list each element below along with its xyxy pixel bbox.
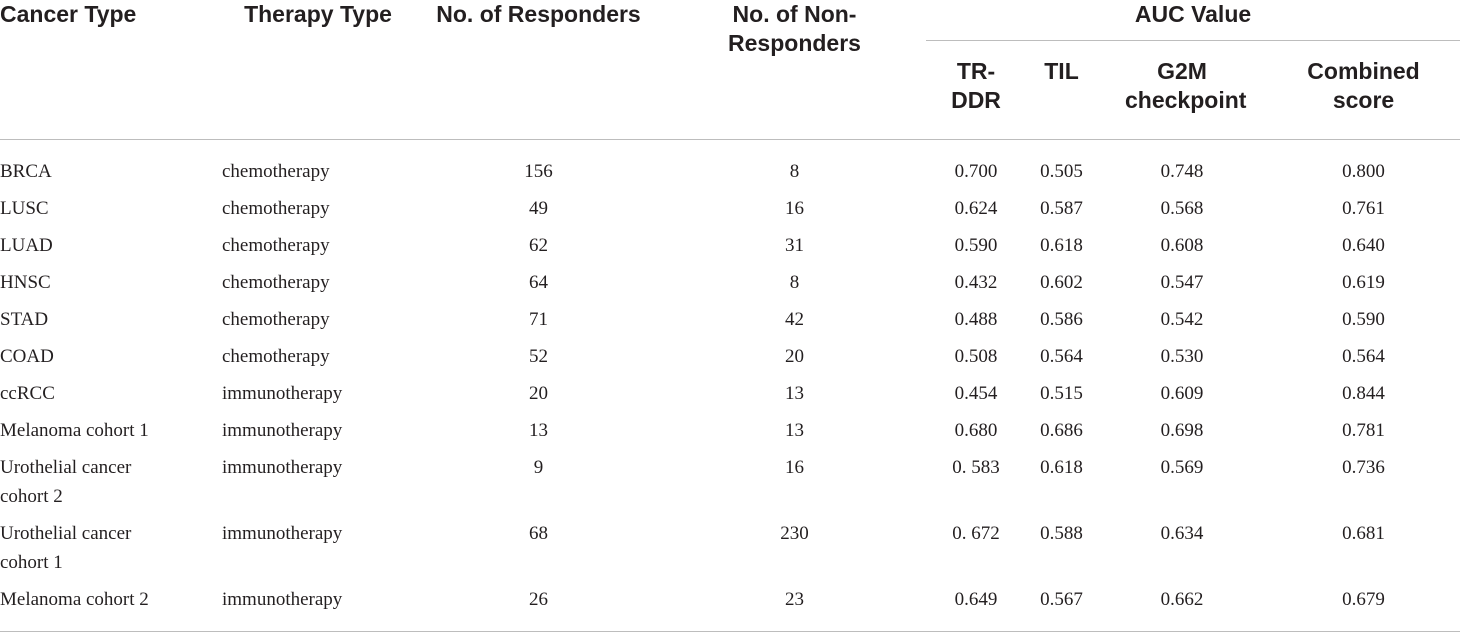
cell-responders: 64: [529, 272, 548, 293]
cell-therapy-type: chemotherapy: [222, 235, 330, 256]
cell-cancer-type: HNSC: [0, 272, 51, 293]
cell-cancer-type: BRCA: [0, 161, 52, 182]
cell-non-responders: 13: [785, 383, 804, 404]
cell-therapy-type: immunotherapy: [222, 383, 343, 404]
cell-til: 0.586: [1040, 309, 1083, 330]
cell-combined: 0.679: [1267, 585, 1460, 632]
table-row: [0, 268, 1460, 305]
cell-til: 0.587: [1040, 198, 1083, 219]
cell-til: 0.567: [1026, 585, 1097, 632]
cell-g2m: 0.568: [1160, 198, 1204, 219]
cell-g2m: 0.634: [1160, 523, 1204, 544]
cell-combined: 0.564: [1342, 346, 1385, 367]
cell-therapy-type: chemotherapy: [222, 272, 330, 293]
cell-cancer-type: Urothelial cancer cohort 2: [0, 457, 132, 507]
cell-tr-ddr: 0.624: [954, 198, 998, 219]
cell-cancer-type: COAD: [0, 346, 54, 367]
cell-tr-ddr: 0.432: [954, 272, 998, 293]
cell-responders: 9: [533, 457, 544, 478]
cell-tr-ddr: 0. 672: [952, 523, 1000, 544]
cell-g2m: 0.547: [1160, 272, 1204, 293]
table-row: [0, 416, 1460, 453]
cell-combined: 0.736: [1342, 457, 1385, 478]
cell-combined: 0.681: [1342, 523, 1385, 544]
cell-combined: 0.844: [1342, 383, 1385, 404]
cell-therapy-type: immunotherapy: [222, 420, 343, 441]
table-header: [0, 0, 1460, 140]
header-therapy-type: Therapy Type: [222, 0, 414, 140]
cell-combined: 0.800: [1342, 161, 1385, 182]
header-g2m-checkpoint: G2M checkpoint: [1097, 41, 1267, 140]
cell-combined: 0.590: [1342, 309, 1385, 330]
cell-responders: 156: [524, 161, 553, 182]
cell-responders: 20: [529, 383, 548, 404]
table-row: [0, 305, 1460, 342]
header-tr-ddr: TR-DDR: [926, 41, 1026, 140]
cell-responders: 49: [529, 198, 548, 219]
cell-g2m: 0.569: [1160, 457, 1204, 478]
cell-non-responders: 16: [785, 457, 804, 478]
cell-non-responders: 42: [785, 309, 804, 330]
cell-g2m: 0.662: [1097, 585, 1267, 632]
cell-til: 0.505: [1040, 161, 1083, 182]
cell-cancer-type: Melanoma cohort 2: [0, 585, 222, 632]
cell-tr-ddr: 0.454: [954, 383, 998, 404]
cell-til: 0.588: [1040, 523, 1083, 544]
table-row: [0, 379, 1460, 416]
header-combined-score: Combined score: [1267, 41, 1460, 140]
cell-tr-ddr: 0.700: [954, 161, 998, 182]
cell-cancer-type: Melanoma cohort 1: [0, 420, 149, 441]
cell-combined: 0.619: [1342, 272, 1385, 293]
table-row: [0, 194, 1460, 231]
cell-cancer-type: ccRCC: [0, 383, 55, 404]
header-cancer-type: Cancer Type: [0, 0, 222, 140]
cell-til: 0.618: [1040, 235, 1083, 256]
cell-combined: 0.640: [1342, 235, 1385, 256]
cell-tr-ddr: 0.590: [954, 235, 998, 256]
cell-therapy-type: chemotherapy: [222, 198, 330, 219]
cell-tr-ddr: 0.488: [954, 309, 998, 330]
table-row: [0, 231, 1460, 268]
cell-tr-ddr: 0.508: [954, 346, 998, 367]
cell-therapy-type: chemotherapy: [222, 346, 330, 367]
cell-therapy-type: chemotherapy: [222, 161, 330, 182]
cell-responders: 13: [529, 420, 548, 441]
cell-combined: 0.781: [1342, 420, 1385, 441]
cell-tr-ddr: 0.649: [926, 585, 1026, 632]
cell-g2m: 0.530: [1160, 346, 1204, 367]
cell-tr-ddr: 0. 583: [952, 457, 1000, 478]
cell-til: 0.515: [1040, 383, 1083, 404]
table-row: [0, 342, 1460, 379]
cell-responders: 26: [414, 585, 663, 632]
cell-cancer-type: LUAD: [0, 235, 53, 256]
cell-til: 0.564: [1040, 346, 1083, 367]
cell-non-responders: 8: [789, 272, 800, 293]
table-body: [0, 140, 1460, 632]
header-auc-value: [926, 0, 1460, 41]
header-til: TIL: [1026, 41, 1097, 140]
cell-non-responders: 8: [789, 161, 800, 182]
cell-responders: 62: [529, 235, 548, 256]
header-non-responders: No. of Non-Responders: [663, 0, 926, 140]
cell-responders: 71: [529, 309, 548, 330]
cell-combined: 0.761: [1342, 198, 1385, 219]
table-row: [0, 519, 1460, 585]
cell-g2m: 0.609: [1160, 383, 1204, 404]
cell-therapy-type: chemotherapy: [222, 309, 330, 330]
cell-non-responders: 31: [785, 235, 804, 256]
cell-non-responders: 230: [780, 523, 809, 544]
table-row: [0, 585, 1460, 632]
cell-til: 0.686: [1040, 420, 1083, 441]
cell-g2m: 0.748: [1160, 161, 1204, 182]
cell-tr-ddr: 0.680: [954, 420, 998, 441]
cell-g2m: 0.542: [1160, 309, 1204, 330]
header-responders: No. of Responders: [414, 0, 663, 140]
cell-til: 0.618: [1040, 457, 1083, 478]
cell-therapy-type: immunotherapy: [222, 457, 343, 478]
cell-g2m: 0.608: [1160, 235, 1204, 256]
cell-non-responders: 16: [785, 198, 804, 219]
cell-cancer-type: STAD: [0, 309, 49, 330]
cell-g2m: 0.698: [1160, 420, 1204, 441]
cell-responders: 52: [529, 346, 548, 367]
cell-til: 0.602: [1040, 272, 1083, 293]
cell-non-responders: 20: [785, 346, 804, 367]
cell-cancer-type: Urothelial cancer cohort 1: [0, 523, 132, 573]
cell-non-responders: 13: [785, 420, 804, 441]
cell-non-responders: 23: [663, 585, 926, 632]
cell-responders: 68: [529, 523, 548, 544]
cell-therapy-type: immunotherapy: [222, 523, 343, 544]
auc-value-label: AUC Value: [926, 0, 1460, 41]
table-row: [0, 140, 1460, 195]
cell-cancer-type: LUSC: [0, 198, 49, 219]
cell-therapy-type: immunotherapy: [222, 585, 414, 632]
table-row: [0, 453, 1460, 519]
